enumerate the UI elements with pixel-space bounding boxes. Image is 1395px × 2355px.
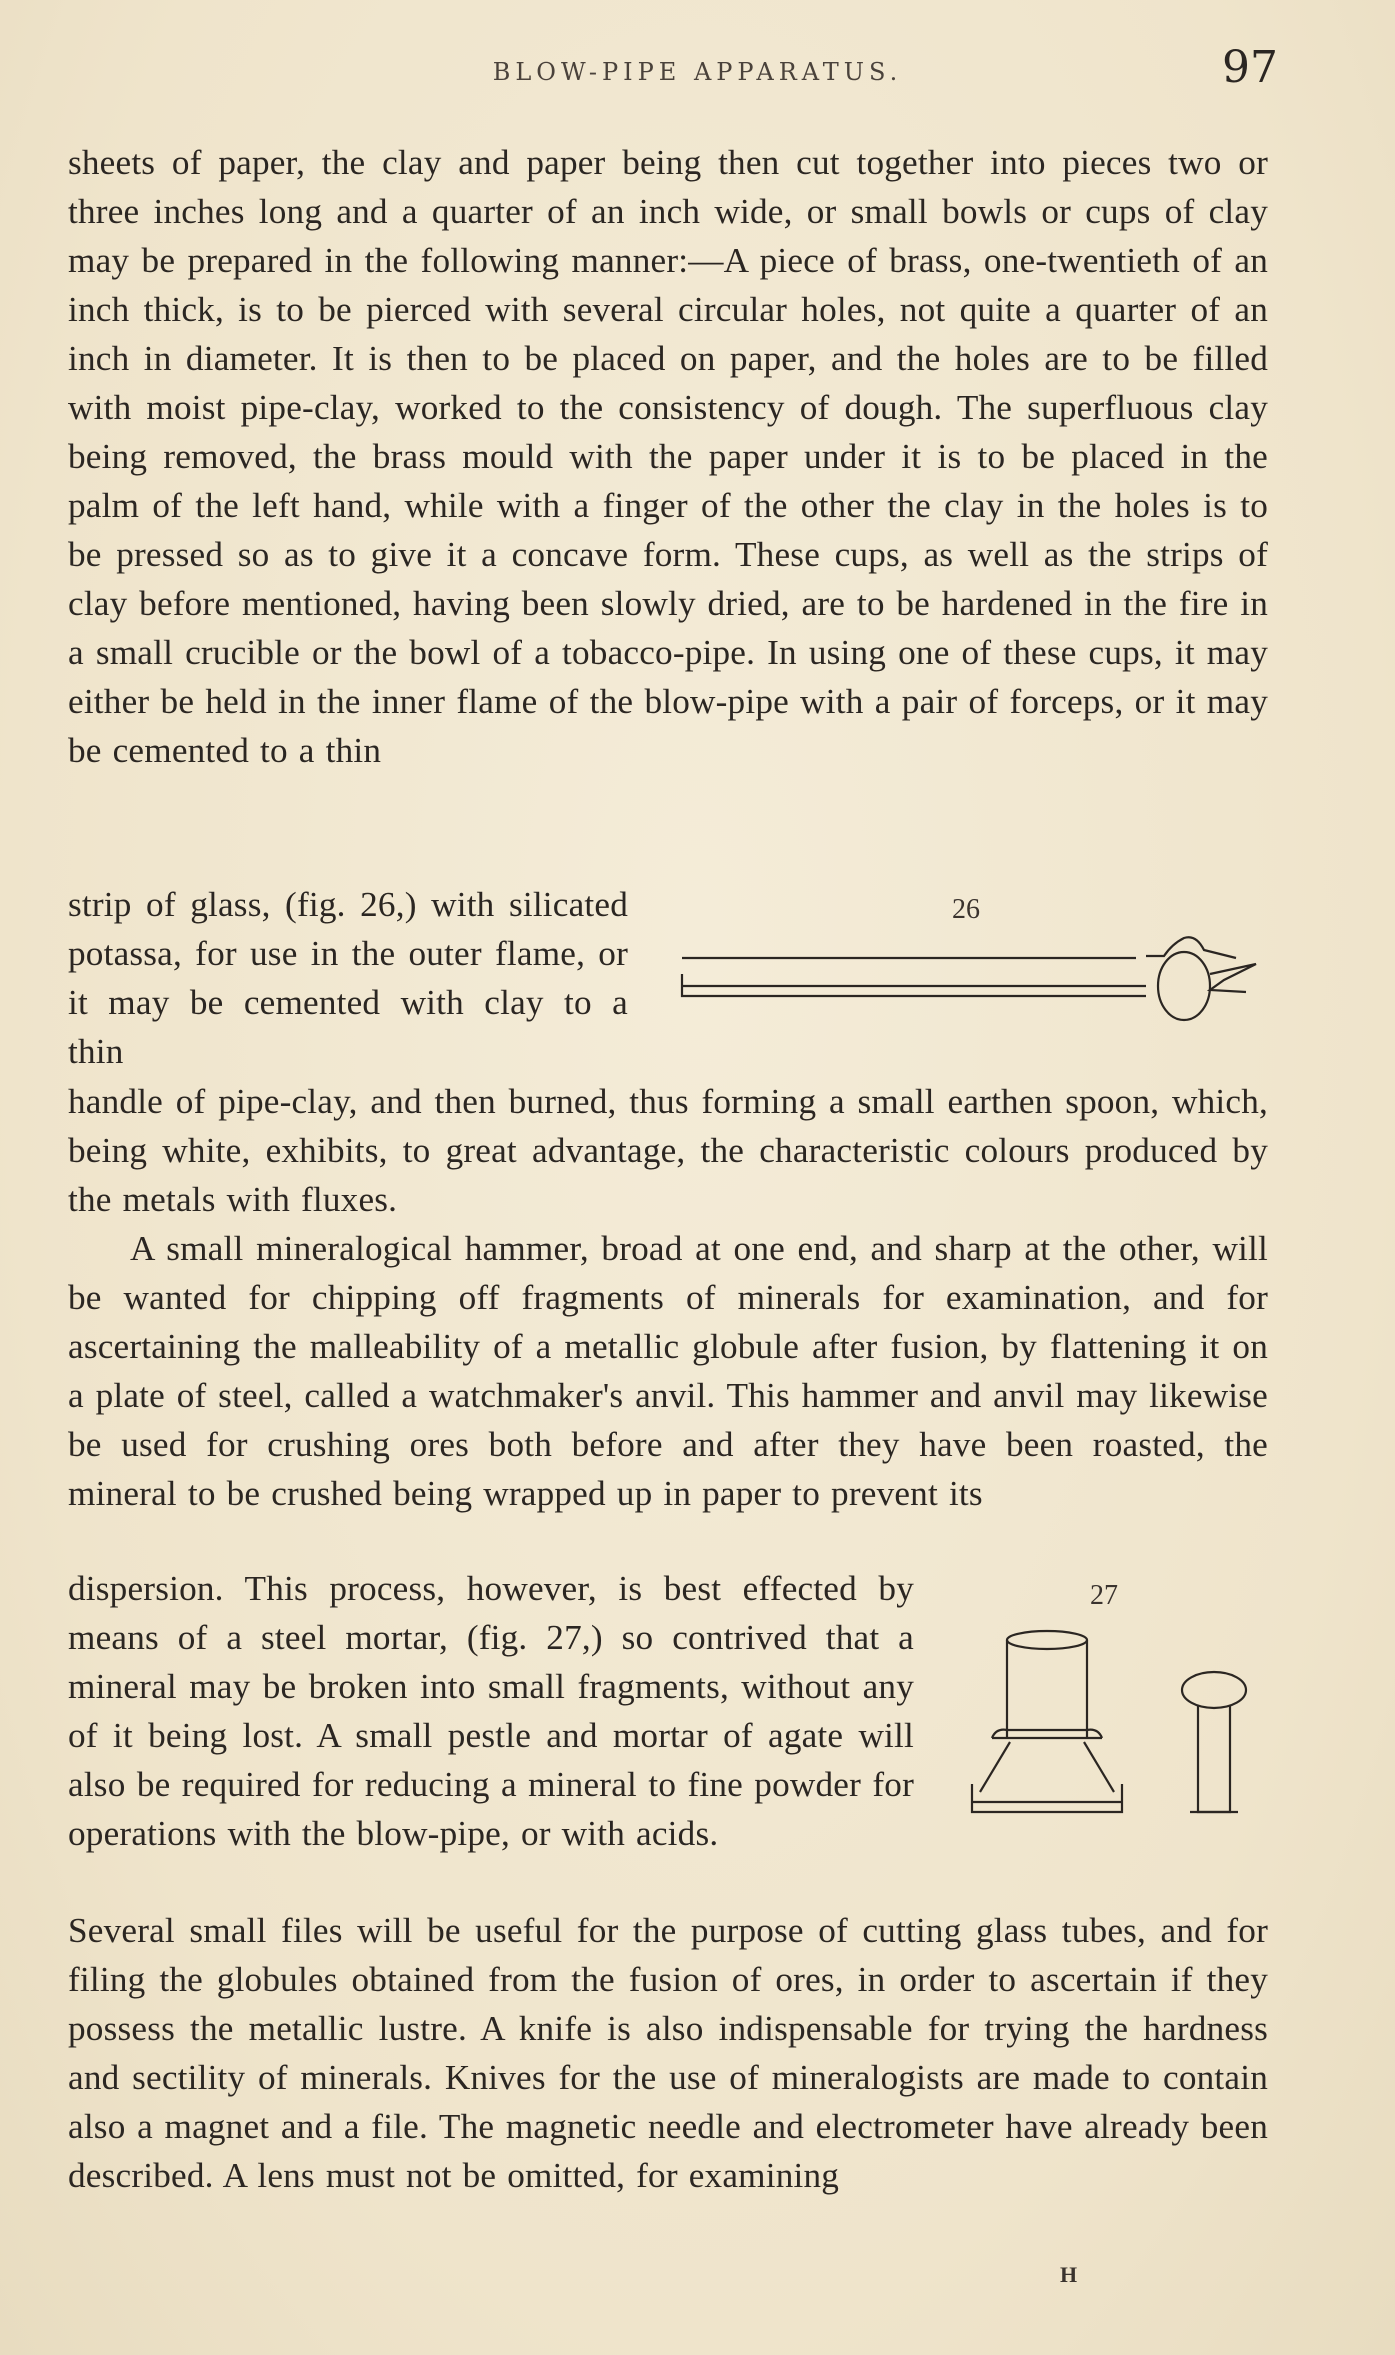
paragraph-2-wrap [68,1564,914,1858]
paragraph-1-end-text: handle of pipe-clay, and then burned, thus forming a small earthen spoon, which, being white, exhibits, to great advantage, the characteristic colours produced by the metals with fluxes. [68,1082,1268,1219]
paragraph-1-wrap-text: strip of glass, (fig. 26,) with silicated potassa, for use in the outer flame, or it may be cemented with clay to a thin [68,885,628,1071]
paragraph-2-top [68,1224,1268,1518]
paragraph-2-top-text: A small mineralogical hammer, broad at one end, and sharp at the other, will be wanted for chipping off fragments of minerals for examination, and for ascertaining the malleability of a metallic globule after fusion, by flattening it on a plate of steel, called a watchmaker's anvil. This hammer and anvil may likewise be used for crushing ores both before and after they have been roasted, the mineral to be crushed being wrapped up in paper to prevent its [68,1229,1268,1513]
figure-27-label: 27 [1090,1580,1118,1611]
signature-mark: H [1060,2262,1078,2287]
running-head: BLOW-PIPE APPARATUS. [492,58,903,86]
paragraph-2-end-text: Several small files will be useful for the purpose of cutting glass tubes, and for filing the globules obtained from the fusion of ores, in order to ascertain if they possess the metallic lustre. A knife is also indispensable for trying the hardness and sectility of minerals. Knives for the use of mineralogists are made to contain also a magnet and a file. The magnetic needle and electrometer have already been described. A lens must not be omitted, for examining [68,1911,1268,2195]
paragraph-1-top-text: sheets of paper, the clay and paper being then cut together into pieces two or three inches long and a quarter of an inch wide, or small bowls or cups of clay may be prepared in the following manner:—A piece of brass, one-twentieth of an inch thick, is to be pierced with several circular holes, not quite a quarter of an inch in diameter. It is then to be placed on paper, and the holes are to be filled with moist pipe-clay, worked to the consistency of dough. The superfluous clay being removed, the brass mould with the paper under it is to be placed in the palm of the left hand, while with a finger of the other the clay in the holes is to be pressed so as to give it a concave form. These cups, as well as the strips of clay before mentioned, having been slowly dried, are to be hardened in the fire in a small crucible or the bowl of a tobacco-pipe. In using one of these cups, it may either be held in the inner flame of the blow-pipe with a pair of forceps, or it may be cemented to a thin [68,143,1268,770]
paragraph-1-end [68,1077,1268,1224]
paragraph-2-wrap-text: dispersion. This process, however, is best effected by means of a steel mortar, (fig. 27,) so contrived that a mineral may be broken into small fragments, without any of it being lost. A small pestle and mortar of agate will also be required for reducing a mineral to fine powder for operations with the blow-pipe, or with acids. [68,1569,914,1853]
figure-27-steel-mortar [954,1624,1254,1854]
paragraph-1-wrap [68,880,628,1076]
paragraph-1-top [68,138,1268,775]
paragraph-2-end [68,1906,1268,2200]
figure-26-label: 26 [952,894,980,925]
figure-26-glass-strip [676,930,1276,1040]
page-number: 97 [1222,42,1278,93]
